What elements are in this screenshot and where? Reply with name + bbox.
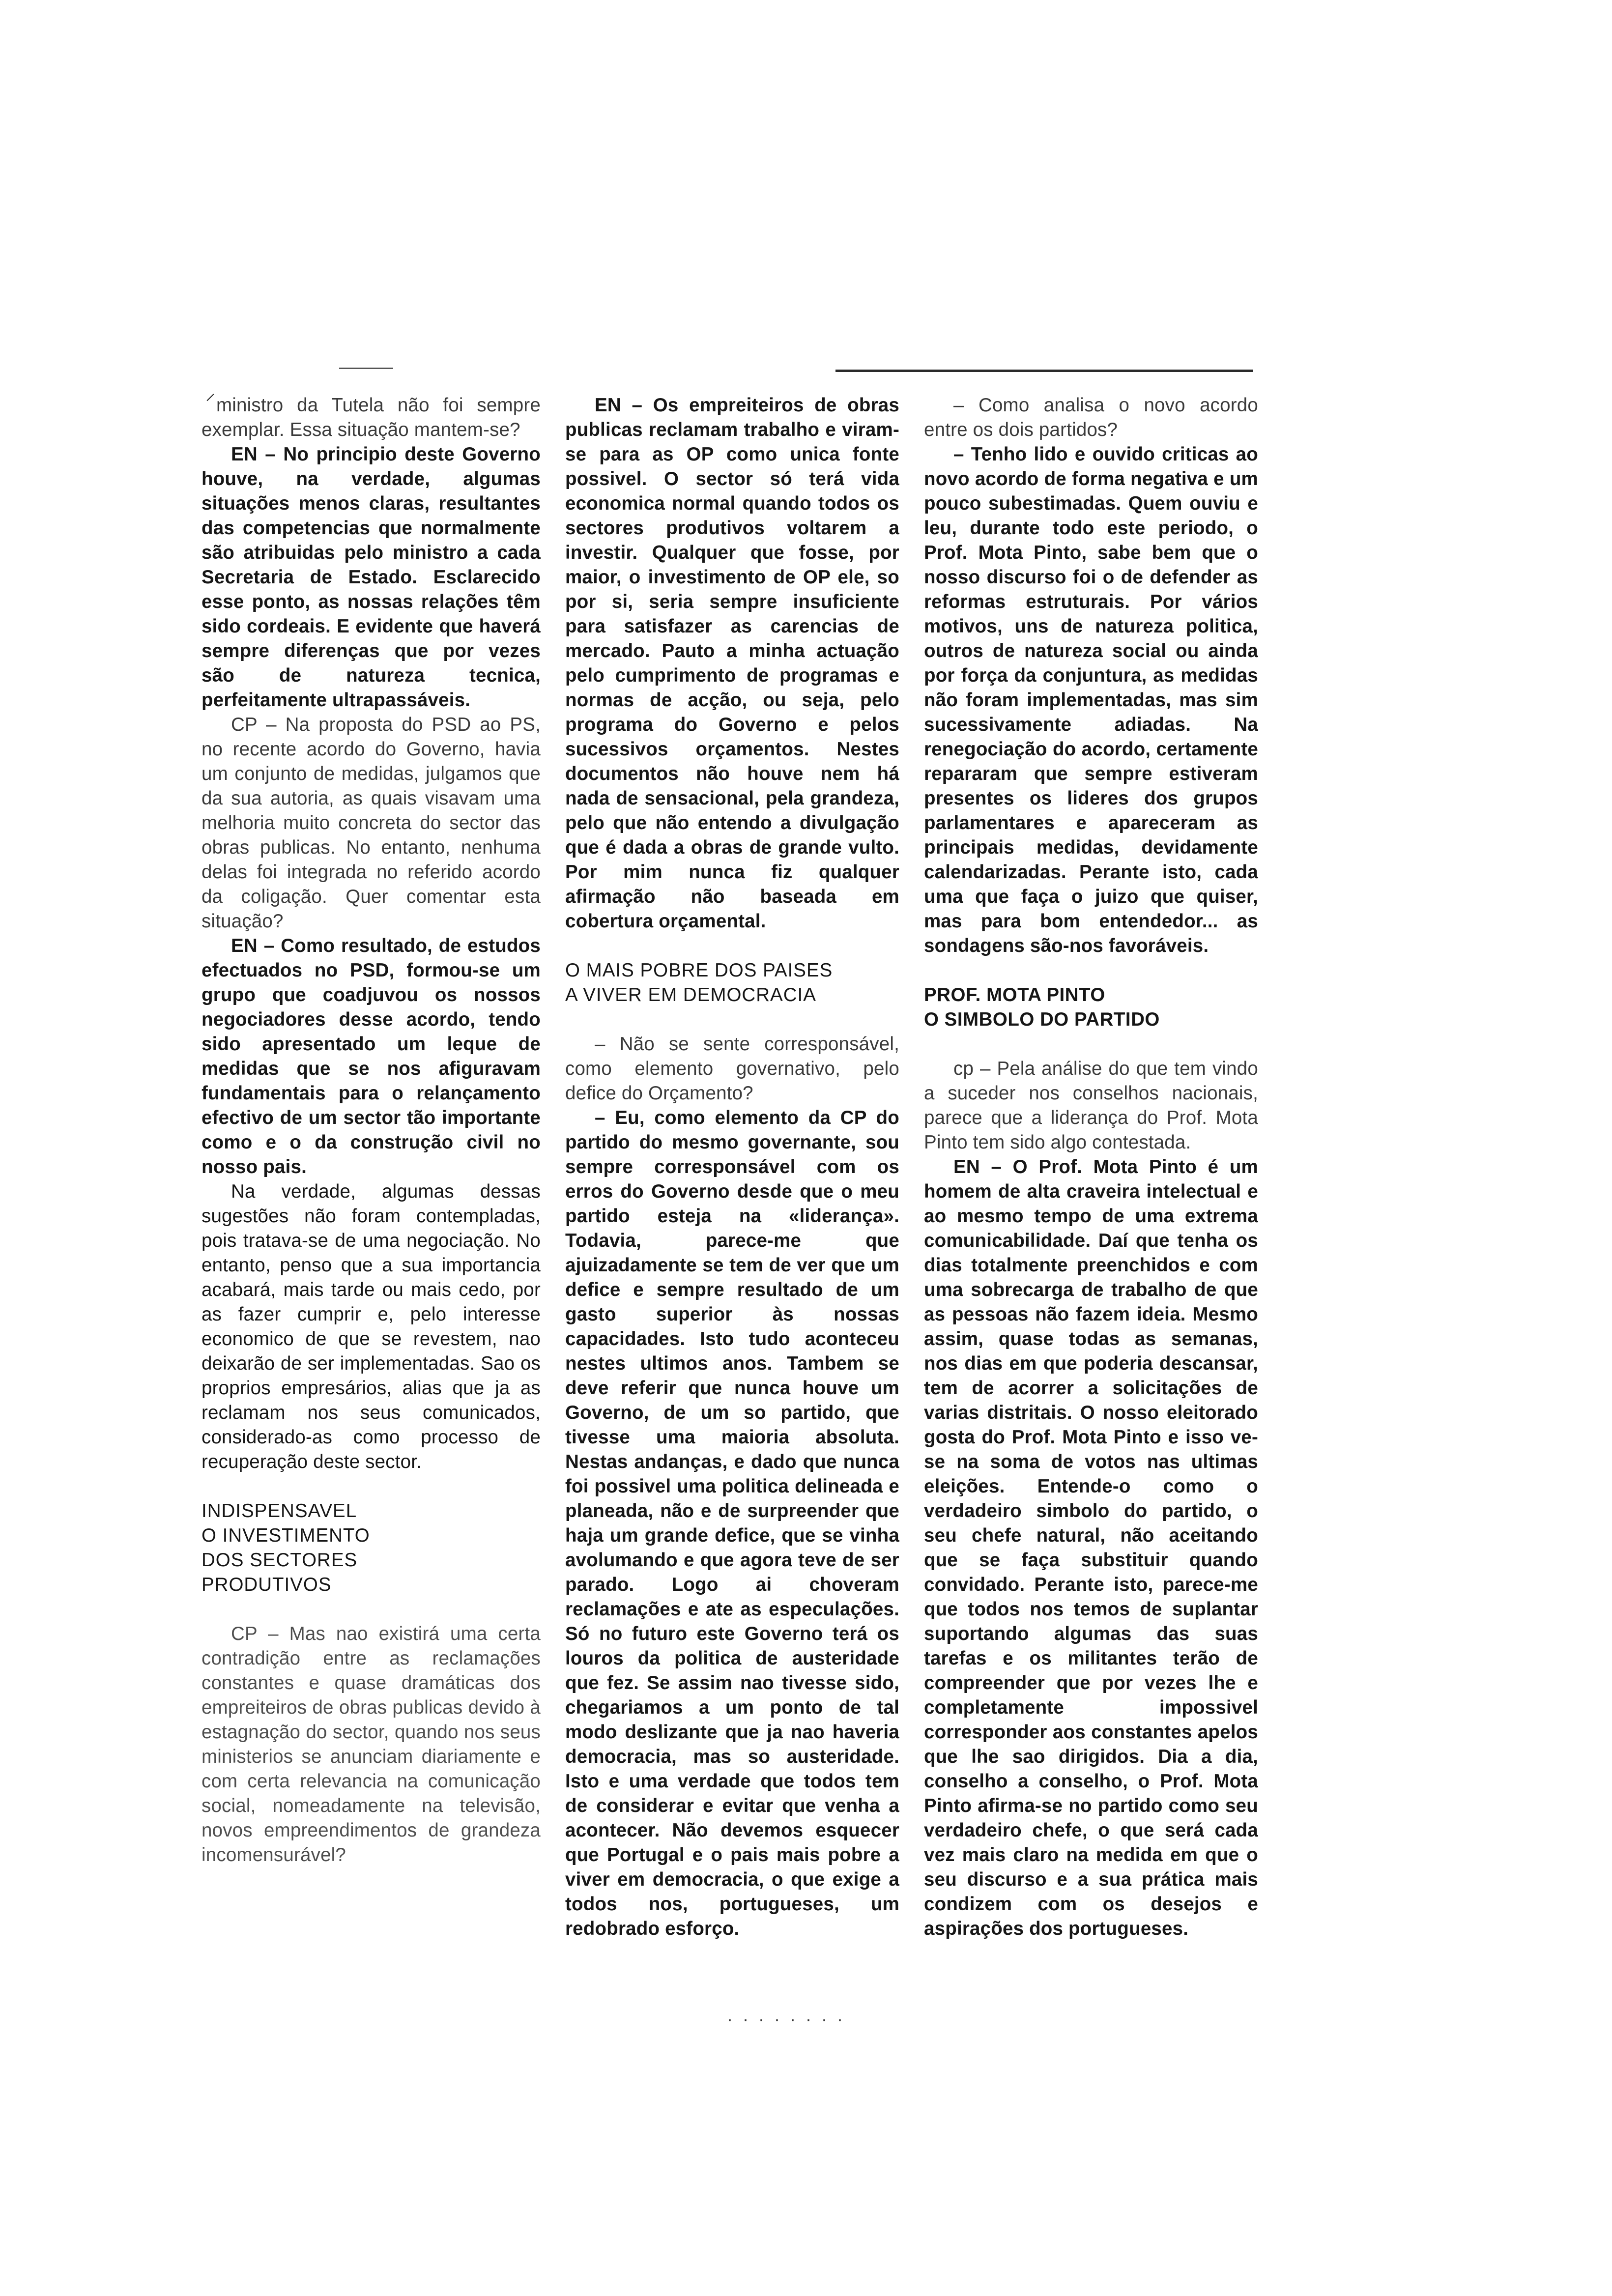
col1-paragraph-3: CP – Na proposta do PSD ao PS, no recente acordo do Governo, havia um conjunto de medidas, julgamos que da sua autoria, as quais visavam uma melhoria muito concreta do sector das obras publicas. No entanto, nenhuma delas foi integrada no referido acordo da coligação. Quer comentar esta situação? [202,714,541,932]
spacer [202,1474,541,1499]
col2-section-heading [565,958,899,1007]
col1-paragraph-1: ministro da Tutela não foi sempre exemplar. Essa situação mantem-se? [202,395,541,440]
heading-line: O INVESTIMENTO [202,1525,370,1546]
heading-line: O MAIS POBRE DOS PAISES [565,960,833,981]
corner-tick: ⸝ [205,382,215,404]
col1-paragraph-6: CP – Mas nao existirá uma certa contradição entre as reclamações constantes e quase dramáticas dos empreiteiros de obras publicas devido à estagnação do sector, quando nos seus ministerios se anunciam diariamente e com certa relevancia na comunicação social, nomeadamente na televisão, novos empreendimentos de grandeza incomensurável? [202,1623,541,1866]
spacer [924,1032,1258,1057]
col1-paragraph-5: Na verdade, algumas dessas sugestões não foram contempladas, pois tratava-se de uma negociação. No entanto, penso que a sua importancia acabará, mais tarde ou mais cedo, por as fazer cumprir e, pelo interesse economico de que se revestem, nao deixarão de ser implementadas. Sao os proprios empresários, alias que ja as reclamam nos seus comunicados, considerado-as como processo de recuperação deste sector. [202,1181,541,1472]
col3-section-heading [924,983,1258,1032]
heading-line: INDISPENSAVEL [202,1500,357,1521]
spacer [202,1597,541,1622]
column-2 [565,393,899,1941]
heading-line: DOS SECTORES [202,1550,358,1571]
col2-paragraph-3: – Eu, como elemento da CP do partido do mesmo governante, sou sempre corresponsável com os erros do Governo desde que o meu partido esteja na «liderança». Todavia, parece-me que ajuizadamente se tem de ver que um defice e sempre resultado de um gasto superior às nossas capacidades. Isto tudo aconteceu nestes ultimos anos. Tambem se deve referir que nunca houve um Governo, de um so partido, que tivesse uma maioria absoluta. Nestas andanças, e dado que nunca foi possivel uma politica delineada e planeada, não e de surpreender que haja um grande defice, que se vinha avolumando e que agora teve de ser parado. Logo ai choveram reclamações e ate as especulações. Só no futuro este Governo terá os louros da politica de austeridade que fez. Se assim nao tivesse sido, chegariamos a um ponto de tal modo deslizante que ja nao haveria democracia, mas so austeridade. Isto e uma verdade que todos tem de considerar e evitar que venha a acontecer. Não devemos esquecer que Portugal e o pais mais pobre a viver em democracia, o que exige a todos nos, portugueses, um redobrado esforço. [565,1107,899,1939]
column-1 [202,393,541,1867]
spacer [565,934,899,958]
col1-paragraph-4: EN – Como resultado, de estudos efectuados no PSD, formou-se um grupo que coadjuvou os nossos negociadores desse acordo, tendo sido apresentado um leque de medidas que se nos afiguravam fundamentais para o relançamento efectivo de um sector tão importante como e o da construção civil no nosso pais. [202,935,541,1177]
column-3 [924,393,1258,1941]
spacer [565,1007,899,1032]
col2-paragraph-1: EN – Os empreiteiros de obras publicas reclamam trabalho e viram-se para as OP como unica fonte possivel. O sector só terá vida economica normal quando todos os sectores produtivos voltarem a investir. Qualquer que fosse, por maior, o investimento de OP ele, so por si, seria sempre insuficiente para satisfazer as carencias de mercado. Pauto a minha actuação pelo cumprimento de programas e normas de acção, ou seja, pelo programa do Governo e pelos sucessivos orçamentos. Nestes documentos não houve nem há nada de sensacional, pela grandeza, pelo que não entendo a divulgação que é dada a obras de grande vulto. Por mim nunca fiz qualquer afirmação não baseada em cobertura orçamental. [565,395,899,932]
heading-line: PROF. MOTA PINTO [924,984,1105,1005]
col2-paragraph-2: – Não se sente corresponsável, como elemento governativo, pelo defice do Orçamento? [565,1033,899,1104]
heading-line: A VIVER EM DEMOCRACIA [565,984,816,1005]
column-2-end-dots: . . . . . . . . [727,2005,846,2025]
col3-paragraph-3: cp – Pela análise do que tem vindo a suceder nos conselhos nacionais, parece que a liderança do Prof. Mota Pinto tem sido algo contestada. [924,1058,1258,1153]
heading-line: O SIMBOLO DO PARTIDO [924,1009,1160,1030]
col3-paragraph-4: EN – O Prof. Mota Pinto é um homem de alta craveira intelectual e ao mesmo tempo de uma extrema comunicabilidade. Daí que tenha os dias totalmente preenchidos e com uma sobrecarga de trabalho de que as pessoas não fazem ideia. Mesmo assim, quase todas as semanas, nos dias em que poderia descansar, tem de acorrer a solicitações de varias distritais. O nosso eleitorado gosta do Prof. Mota Pinto e isso ve-se na soma de votos nas ultimas eleições. Entende-o como o verdadeiro simbolo do partido, o seu chefe natural, não aceitando que se faça substituir quando convidado. Perante isto, parece-me que todos nos temos de suplantar suportando algumas das suas tarefas e os militantes terão de compreender que por vezes lhe e completamente impossivel corresponder aos constantes apelos que lhe sao dirigidos. Dia a dia, conselho a conselho, o Prof. Mota Pinto afirma-se no partido como seu verdadeiro chefe, o que será cada vez mais claro na medida em que o seu discurso e a sua prática mais condizem com os desejos e aspirações dos portugueses. [924,1156,1258,1939]
top-rule-long [835,370,1253,372]
col1-paragraph-2: EN – No principio deste Governo houve, na verdade, algumas situações menos claras, resultantes das competencias que normalmente são atribuidas pelo ministro a cada Secretaria de Estado. Esclarecido esse ponto, as nossas relações têm sido cordeais. E evidente que haverá sempre diferenças que por vezes são de natureza tecnica, perfeitamente ultrapassáveis. [202,444,541,711]
col3-paragraph-2: – Tenho lido e ouvido criticas ao novo acordo de forma negativa e um pouco subestimadas. Quem ouviu e leu, durante todo este periodo, o Prof. Mota Pinto, sabe bem que o nosso discurso foi o de defender as reformas estruturais. Por vários motivos, uns de natureza politica, outros de natureza social ou ainda por força da conjuntura, as medidas não foram implementadas, mas sim sucessivamente adiadas. Na renegociação do acordo, certamente repararam que sempre estiveram presentes os lideres dos grupos parlamentares e apareceram as principais medidas, devidamente calendarizadas. Perante isto, cada uma que faça o juizo que quiser, mas para bom entendedor... as sondagens são-nos favoráveis. [924,444,1258,956]
col1-section-heading [202,1499,541,1597]
heading-line: PRODUTIVOS [202,1574,332,1595]
spacer [924,958,1258,983]
col3-paragraph-1: – Como analisa o novo acordo entre os dois partidos? [924,395,1258,440]
top-rule-short [339,368,393,369]
